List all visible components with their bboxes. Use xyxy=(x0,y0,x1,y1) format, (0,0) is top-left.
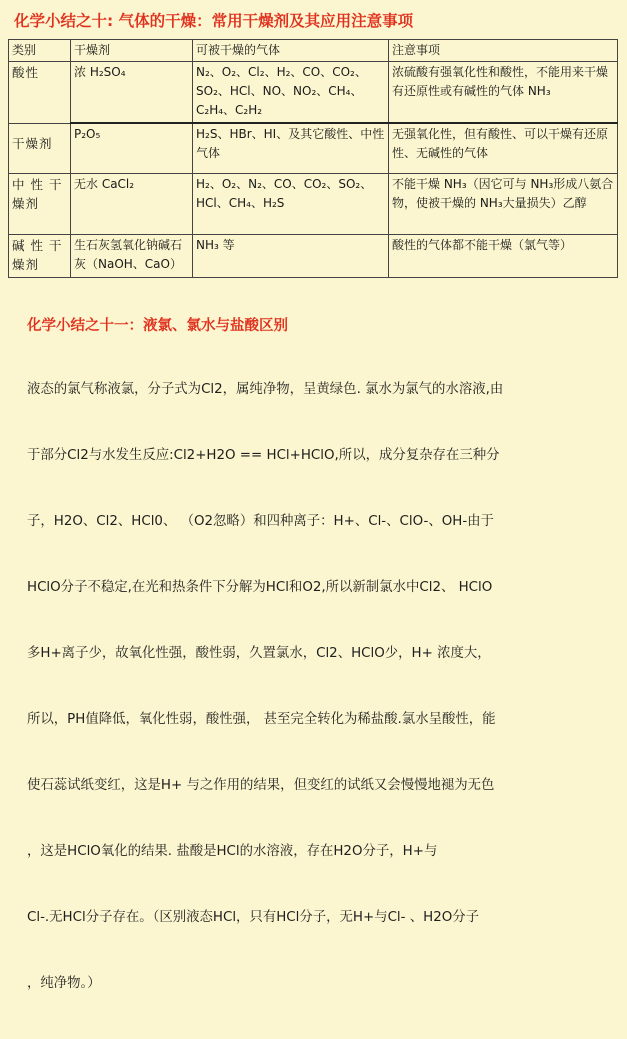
row-agent: P₂O₅ xyxy=(71,123,193,173)
body-line: 多H+离子少，故氧化性强，酸性弱，久置氯水，Cl2、HClO少，H+ 浓度大， xyxy=(27,646,491,661)
row-agent: 无水 CaCl₂ xyxy=(71,173,193,234)
row-notes: 浓硫酸有强氧化性和酸性，不能用来干燥有还原性或有碱性的气体 NH₃ xyxy=(389,62,618,124)
body-line: ，纯净物。） xyxy=(27,976,101,991)
table-row xyxy=(9,62,618,124)
row-gases: H₂、O₂、N₂、CO、CO₂、SO₂、HCl、CH₄、H₂S xyxy=(193,173,389,234)
drying-agents-table xyxy=(8,39,618,278)
body-line: 于部分Cl2与水发生反应:Cl2+H2O == HCl+HClO,所以，成分复杂存在三种分 xyxy=(27,448,500,463)
header-agent: 干燥剂 xyxy=(71,40,193,62)
body-line: 所以，PH值降低，氧化性弱，酸性强， 甚至完全转化为稀盐酸.氯水呈酸性，能 xyxy=(27,712,496,727)
row-agent: 浓 H₂SO₄ xyxy=(71,62,193,124)
table-row xyxy=(9,173,618,234)
header-gases: 可被干燥的气体 xyxy=(193,40,389,62)
row-notes: 酸性的气体都不能干燥（氯气等） xyxy=(389,234,618,277)
row-category: 酸性 xyxy=(9,62,71,124)
body-line: 子，H2O、Cl2、HCl0、 （O2忽略）和四种离子：H+、Cl-、ClO-、OH-由于 xyxy=(27,514,494,529)
body-line: 液态的氯气称液氯，分子式为Cl2，属纯净物，呈黄绿色. 氯水为氯气的水溶液,由 xyxy=(27,382,504,397)
row-category: 碱 性 干燥剂 xyxy=(9,234,71,277)
row-gases: H₂S、HBr、HI、及其它酸性、中性气体 xyxy=(193,123,389,173)
section2-title: 化学小结之十一：液氯、氯水与盐酸区别 xyxy=(27,318,288,334)
body-line: Cl-.无HCl分子存在。（区别液态HCl，只有HCl分子，无H+与Cl- 、H2O分子 xyxy=(27,910,480,925)
row-agent: 生石灰氢氧化钠碱石灰（NaOH、CaO） xyxy=(71,234,193,277)
table-header-row xyxy=(9,40,618,62)
row-notes: 无强氧化性，但有酸性、可以干燥有还原性、无碱性的气体 xyxy=(389,123,618,173)
header-notes: 注意事项 xyxy=(389,40,618,62)
row-category: 中 性 干燥剂 xyxy=(9,173,71,234)
row-gases: NH₃ 等 xyxy=(193,234,389,277)
row-notes: 不能干燥 NH₃（因它可与 NH₃形成八氨合物，使被干燥的 NH₃大量损失）乙醇 xyxy=(389,173,618,234)
section2-body xyxy=(27,335,619,1039)
header-category: 类别 xyxy=(9,40,71,62)
row-category: 干燥剂 xyxy=(9,123,71,173)
row-gases: N₂、O₂、Cl₂、H₂、CO、CO₂、SO₂、HCl、NO、NO₂、CH₄、C₂H₄、C₂H₂ xyxy=(193,62,389,124)
section1-title: 化学小结之十: 气体的干燥：常用干燥剂及其应用注意事项 xyxy=(14,12,414,30)
body-line: HClO分子不稳定,在光和热条件下分解为HCl和O2,所以新制氯水中Cl2、 HClO xyxy=(27,580,493,595)
body-line: 使石蕊试纸变红，这是H+ 与之作用的结果，但变红的试纸又会慢慢地褪为无色 xyxy=(27,778,495,793)
table-row xyxy=(9,234,618,277)
body-line: ，这是HClO氧化的结果. 盐酸是HCl的水溶液，存在H2O分子，H+与 xyxy=(27,844,438,859)
table-row xyxy=(9,123,618,173)
